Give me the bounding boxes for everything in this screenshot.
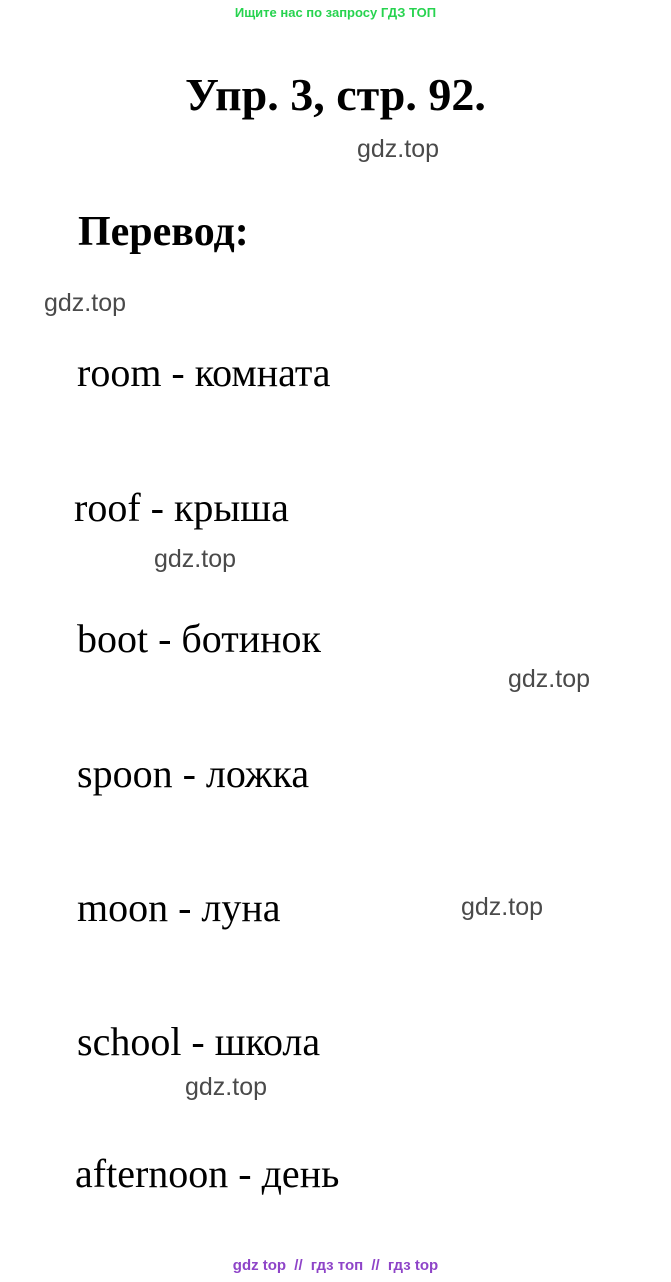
- vocab-entry: room - комната: [77, 350, 331, 395]
- vocab-entry: afternoon - день: [75, 1151, 340, 1196]
- watermark: gdz.top: [461, 893, 544, 921]
- vocab-entry: school - школа: [77, 1019, 321, 1064]
- footer-separator: //: [294, 1257, 303, 1274]
- footer-links: [0, 1257, 671, 1274]
- footer-link-2[interactable]: гдз топ: [310, 1257, 364, 1274]
- section-heading: Перевод:: [78, 209, 249, 255]
- watermark: gdz.top: [44, 289, 127, 317]
- vocab-entry: moon - луна: [77, 885, 281, 930]
- footer-link-3[interactable]: гдз top: [387, 1257, 439, 1274]
- page-title: Упр. 3, стр. 92.: [185, 69, 486, 120]
- top-promo-banner: Ищите нас по запросу ГДЗ ТОП: [234, 5, 437, 20]
- vocab-entry: roof - крыша: [74, 485, 289, 530]
- vocab-entry: spoon - ложка: [77, 751, 310, 796]
- vocab-entry: boot - ботинок: [77, 616, 321, 661]
- watermark: gdz.top: [357, 135, 440, 163]
- watermark: gdz.top: [154, 545, 237, 573]
- footer-separator: //: [371, 1257, 380, 1274]
- watermark: gdz.top: [185, 1073, 268, 1101]
- watermark: gdz.top: [508, 665, 591, 693]
- footer-link-1[interactable]: gdz top: [232, 1257, 287, 1274]
